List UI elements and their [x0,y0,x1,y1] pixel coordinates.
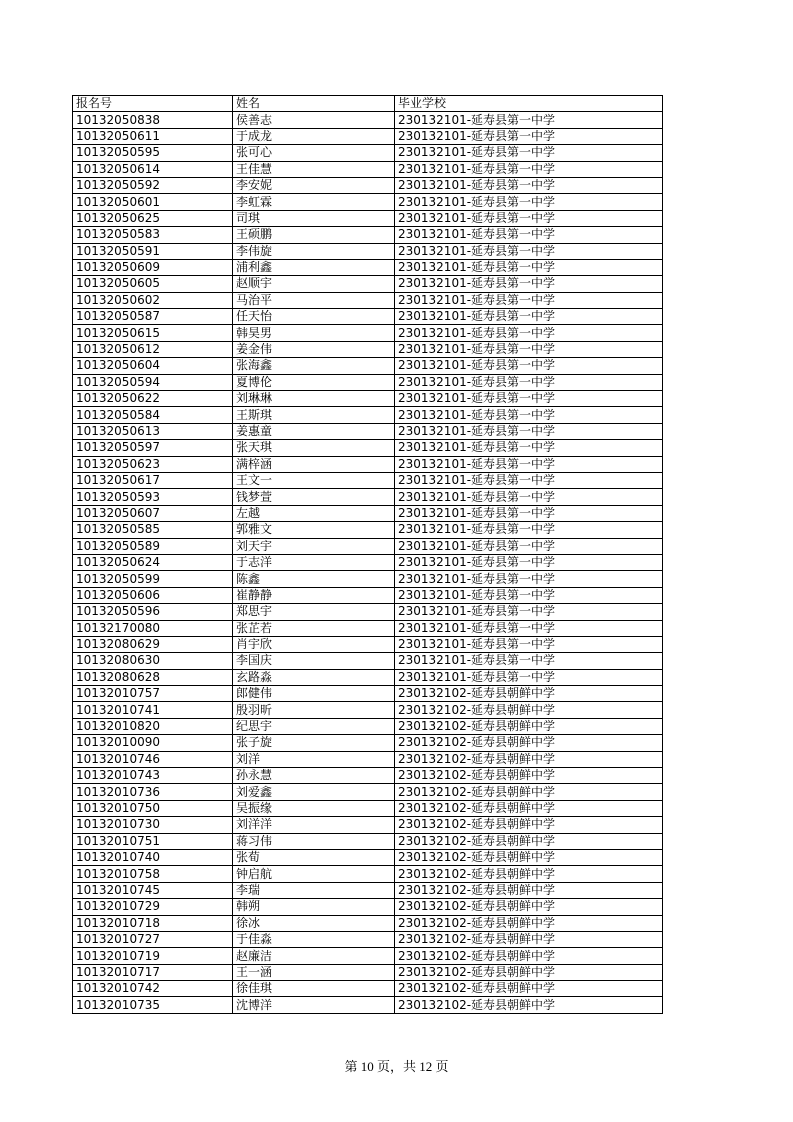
table-row [73,800,663,816]
graduation-school-cell: 230132101-延寿县第一中学 [395,538,663,554]
table-row [73,997,663,1013]
table-row [73,309,663,325]
table-row [73,538,663,554]
graduation-school-cell: 230132101-延寿县第一中学 [395,604,663,620]
graduation-school-cell: 230132101-延寿县第一中学 [395,276,663,292]
student-table [72,95,663,1014]
table-row [73,177,663,193]
registration-number-cell: 10132010750 [73,800,233,816]
graduation-school-cell: 230132101-延寿县第一中学 [395,194,663,210]
name-cell: 于成龙 [233,128,395,144]
table-row [73,489,663,505]
table-row [73,931,663,947]
graduation-school-cell: 230132101-延寿县第一中学 [395,259,663,275]
graduation-school-cell: 230132101-延寿县第一中学 [395,292,663,308]
registration-number-cell: 10132050584 [73,407,233,423]
graduation-school-cell: 230132101-延寿县第一中学 [395,669,663,685]
name-cell: 徐冰 [233,915,395,931]
registration-number-cell: 10132010735 [73,997,233,1013]
name-cell: 郑思宇 [233,604,395,620]
table-row [73,964,663,980]
name-cell: 李伟旋 [233,243,395,259]
registration-number-cell: 10132050609 [73,259,233,275]
table-row [73,587,663,603]
table-row [73,669,663,685]
name-cell: 崔静静 [233,587,395,603]
registration-number-cell: 10132050623 [73,456,233,472]
graduation-school-cell: 230132102-延寿县朝鲜中学 [395,882,663,898]
table-row [73,866,663,882]
registration-number-cell: 10132010727 [73,931,233,947]
name-cell: 张荀 [233,849,395,865]
registration-number-cell: 10132050599 [73,571,233,587]
registration-number-cell: 10132050606 [73,587,233,603]
table-row [73,653,663,669]
name-cell: 钱梦萱 [233,489,395,505]
name-cell: 郎健伟 [233,686,395,702]
table-row [73,604,663,620]
table-row [73,341,663,357]
graduation-school-cell: 230132101-延寿县第一中学 [395,374,663,390]
table-row [73,620,663,636]
name-cell: 郭雅文 [233,522,395,538]
table-row [73,112,663,128]
registration-number-cell: 10132010743 [73,768,233,784]
graduation-school-cell: 230132101-延寿县第一中学 [395,243,663,259]
graduation-school-cell: 230132101-延寿县第一中学 [395,358,663,374]
table-row [73,292,663,308]
name-cell: 殷羽昕 [233,702,395,718]
graduation-school-cell: 230132101-延寿县第一中学 [395,571,663,587]
name-cell: 姜金伟 [233,341,395,357]
name-cell: 刘洋洋 [233,817,395,833]
registration-number-cell: 10132050622 [73,391,233,407]
graduation-school-cell: 230132101-延寿县第一中学 [395,128,663,144]
graduation-school-cell: 230132101-延寿县第一中学 [395,145,663,161]
table-row [73,768,663,784]
table-row [73,735,663,751]
table-row [73,243,663,259]
table-row [73,751,663,767]
registration-number-cell: 10132050615 [73,325,233,341]
name-cell: 王硕鹏 [233,227,395,243]
table-row [73,472,663,488]
registration-number-cell: 10132010746 [73,751,233,767]
table-row [73,981,663,997]
table-row [73,358,663,374]
graduation-school-cell: 230132101-延寿县第一中学 [395,456,663,472]
table-row [73,718,663,734]
name-cell: 左越 [233,505,395,521]
table-row [73,161,663,177]
registration-number-cell: 10132010717 [73,964,233,980]
registration-number-cell: 10132010729 [73,899,233,915]
graduation-school-cell: 230132101-延寿县第一中学 [395,505,663,521]
name-cell: 刘爱鑫 [233,784,395,800]
graduation-school-cell: 230132102-延寿县朝鲜中学 [395,702,663,718]
graduation-school-cell: 230132101-延寿县第一中学 [395,472,663,488]
name-cell: 司琪 [233,210,395,226]
registration-number-cell: 10132050595 [73,145,233,161]
table-row [73,948,663,964]
graduation-school-cell: 230132101-延寿县第一中学 [395,112,663,128]
name-cell: 马治平 [233,292,395,308]
name-cell: 王一涵 [233,964,395,980]
graduation-school-cell: 230132101-延寿县第一中学 [395,161,663,177]
name-cell: 赵廉洁 [233,948,395,964]
registration-number-cell: 10132080630 [73,653,233,669]
graduation-school-cell: 230132101-延寿县第一中学 [395,177,663,193]
table-row [73,636,663,652]
name-cell: 刘天宇 [233,538,395,554]
graduation-school-cell: 230132102-延寿县朝鲜中学 [395,899,663,915]
graduation-school-cell: 230132101-延寿县第一中学 [395,309,663,325]
table-row [73,915,663,931]
name-cell: 于志洋 [233,554,395,570]
table-row [73,702,663,718]
name-cell: 王佳慧 [233,161,395,177]
registration-number-cell: 10132050594 [73,374,233,390]
registration-number-cell: 10132010742 [73,981,233,997]
registration-number-cell: 10132010718 [73,915,233,931]
registration-number-cell: 10132050624 [73,554,233,570]
graduation-school-cell: 230132102-延寿县朝鲜中学 [395,997,663,1013]
registration-number-cell: 10132050838 [73,112,233,128]
name-cell: 李国庆 [233,653,395,669]
header-graduation-school: 毕业学校 [395,96,663,112]
name-cell: 赵顺宇 [233,276,395,292]
table-row [73,194,663,210]
table-body [73,112,663,1013]
name-cell: 刘琳琳 [233,391,395,407]
graduation-school-cell: 230132102-延寿县朝鲜中学 [395,931,663,947]
name-cell: 孙永慧 [233,768,395,784]
registration-number-cell: 10132010751 [73,833,233,849]
registration-number-cell: 10132010741 [73,702,233,718]
table-row [73,391,663,407]
header-name: 姓名 [233,96,395,112]
graduation-school-cell: 230132101-延寿县第一中学 [395,227,663,243]
graduation-school-cell: 230132101-延寿县第一中学 [395,554,663,570]
header-registration-number: 报名号 [73,96,233,112]
registration-number-cell: 10132010719 [73,948,233,964]
registration-number-cell: 10132010740 [73,849,233,865]
name-cell: 李瑞 [233,882,395,898]
table-row [73,817,663,833]
registration-number-cell: 10132050596 [73,604,233,620]
graduation-school-cell: 230132101-延寿县第一中学 [395,210,663,226]
graduation-school-cell: 230132102-延寿县朝鲜中学 [395,800,663,816]
table-header-row [73,96,663,112]
registration-number-cell: 10132050617 [73,472,233,488]
table-row [73,423,663,439]
name-cell: 满梓涵 [233,456,395,472]
name-cell: 侯善志 [233,112,395,128]
name-cell: 夏博伦 [233,374,395,390]
graduation-school-cell: 230132102-延寿县朝鲜中学 [395,849,663,865]
registration-number-cell: 10132050591 [73,243,233,259]
table-row [73,571,663,587]
registration-number-cell: 10132010730 [73,817,233,833]
graduation-school-cell: 230132101-延寿县第一中学 [395,440,663,456]
registration-number-cell: 10132050597 [73,440,233,456]
registration-number-cell: 10132080628 [73,669,233,685]
table-row [73,849,663,865]
graduation-school-cell: 230132101-延寿县第一中学 [395,341,663,357]
registration-number-cell: 10132010745 [73,882,233,898]
registration-number-cell: 10132080629 [73,636,233,652]
name-cell: 李虹霖 [233,194,395,210]
name-cell: 纪思宇 [233,718,395,734]
table-row [73,210,663,226]
name-cell: 李安妮 [233,177,395,193]
registration-number-cell: 10132050612 [73,341,233,357]
table-row [73,833,663,849]
registration-number-cell: 10132050607 [73,505,233,521]
name-cell: 沈博洋 [233,997,395,1013]
table-row [73,784,663,800]
name-cell: 张芷若 [233,620,395,636]
page-number-footer: 第 10 页，共 12 页 [344,1059,449,1074]
table-row [73,882,663,898]
graduation-school-cell: 230132102-延寿县朝鲜中学 [395,866,663,882]
table-row [73,522,663,538]
table-row [73,899,663,915]
graduation-school-cell: 230132101-延寿县第一中学 [395,636,663,652]
graduation-school-cell: 230132101-延寿县第一中学 [395,587,663,603]
name-cell: 钟启航 [233,866,395,882]
table-row [73,456,663,472]
graduation-school-cell: 230132102-延寿县朝鲜中学 [395,948,663,964]
graduation-school-cell: 230132102-延寿县朝鲜中学 [395,751,663,767]
name-cell: 于佳淼 [233,931,395,947]
graduation-school-cell: 230132102-延寿县朝鲜中学 [395,981,663,997]
registration-number-cell: 10132050604 [73,358,233,374]
name-cell: 陈鑫 [233,571,395,587]
registration-number-cell: 10132050589 [73,538,233,554]
graduation-school-cell: 230132102-延寿县朝鲜中学 [395,686,663,702]
table-row [73,259,663,275]
graduation-school-cell: 230132101-延寿县第一中学 [395,620,663,636]
registration-number-cell: 10132010090 [73,735,233,751]
registration-number-cell: 10132050601 [73,194,233,210]
graduation-school-cell: 230132101-延寿县第一中学 [395,653,663,669]
registration-number-cell: 10132010820 [73,718,233,734]
registration-number-cell: 10132050587 [73,309,233,325]
registration-number-cell: 10132050585 [73,522,233,538]
graduation-school-cell: 230132102-延寿县朝鲜中学 [395,784,663,800]
name-cell: 吴振缘 [233,800,395,816]
registration-number-cell: 10132010736 [73,784,233,800]
name-cell: 张海鑫 [233,358,395,374]
graduation-school-cell: 230132101-延寿县第一中学 [395,391,663,407]
table-row [73,145,663,161]
registration-number-cell: 10132050625 [73,210,233,226]
registration-number-cell: 10132010757 [73,686,233,702]
graduation-school-cell: 230132102-延寿县朝鲜中学 [395,768,663,784]
graduation-school-cell: 230132101-延寿县第一中学 [395,522,663,538]
graduation-school-cell: 230132101-延寿县第一中学 [395,489,663,505]
registration-number-cell: 10132050613 [73,423,233,439]
graduation-school-cell: 230132101-延寿县第一中学 [395,423,663,439]
graduation-school-cell: 230132102-延寿县朝鲜中学 [395,735,663,751]
registration-number-cell: 10132170080 [73,620,233,636]
graduation-school-cell: 230132101-延寿县第一中学 [395,407,663,423]
registration-number-cell: 10132050602 [73,292,233,308]
table-row [73,554,663,570]
table-row [73,374,663,390]
graduation-school-cell: 230132102-延寿县朝鲜中学 [395,964,663,980]
name-cell: 浦利鑫 [233,259,395,275]
table-row [73,505,663,521]
graduation-school-cell: 230132102-延寿县朝鲜中学 [395,718,663,734]
registration-number-cell: 10132050614 [73,161,233,177]
table-row [73,325,663,341]
graduation-school-cell: 230132102-延寿县朝鲜中学 [395,915,663,931]
name-cell: 玄路淼 [233,669,395,685]
name-cell: 蒋习伟 [233,833,395,849]
table-row [73,227,663,243]
registration-number-cell: 10132050593 [73,489,233,505]
table-row [73,686,663,702]
table-row [73,276,663,292]
name-cell: 韩朔 [233,899,395,915]
name-cell: 张子旋 [233,735,395,751]
graduation-school-cell: 230132102-延寿县朝鲜中学 [395,817,663,833]
graduation-school-cell: 230132102-延寿县朝鲜中学 [395,833,663,849]
registration-number-cell: 10132010758 [73,866,233,882]
name-cell: 肖宇欣 [233,636,395,652]
name-cell: 张天琪 [233,440,395,456]
graduation-school-cell: 230132101-延寿县第一中学 [395,325,663,341]
name-cell: 韩昊男 [233,325,395,341]
name-cell: 王文一 [233,472,395,488]
table-row [73,407,663,423]
name-cell: 王斯琪 [233,407,395,423]
registration-number-cell: 10132050611 [73,128,233,144]
name-cell: 刘洋 [233,751,395,767]
name-cell: 徐佳琪 [233,981,395,997]
registration-number-cell: 10132050583 [73,227,233,243]
table-row [73,440,663,456]
registration-number-cell: 10132050592 [73,177,233,193]
table-row [73,128,663,144]
registration-number-cell: 10132050605 [73,276,233,292]
name-cell: 姜惠童 [233,423,395,439]
name-cell: 张可心 [233,145,395,161]
name-cell: 任天怡 [233,309,395,325]
